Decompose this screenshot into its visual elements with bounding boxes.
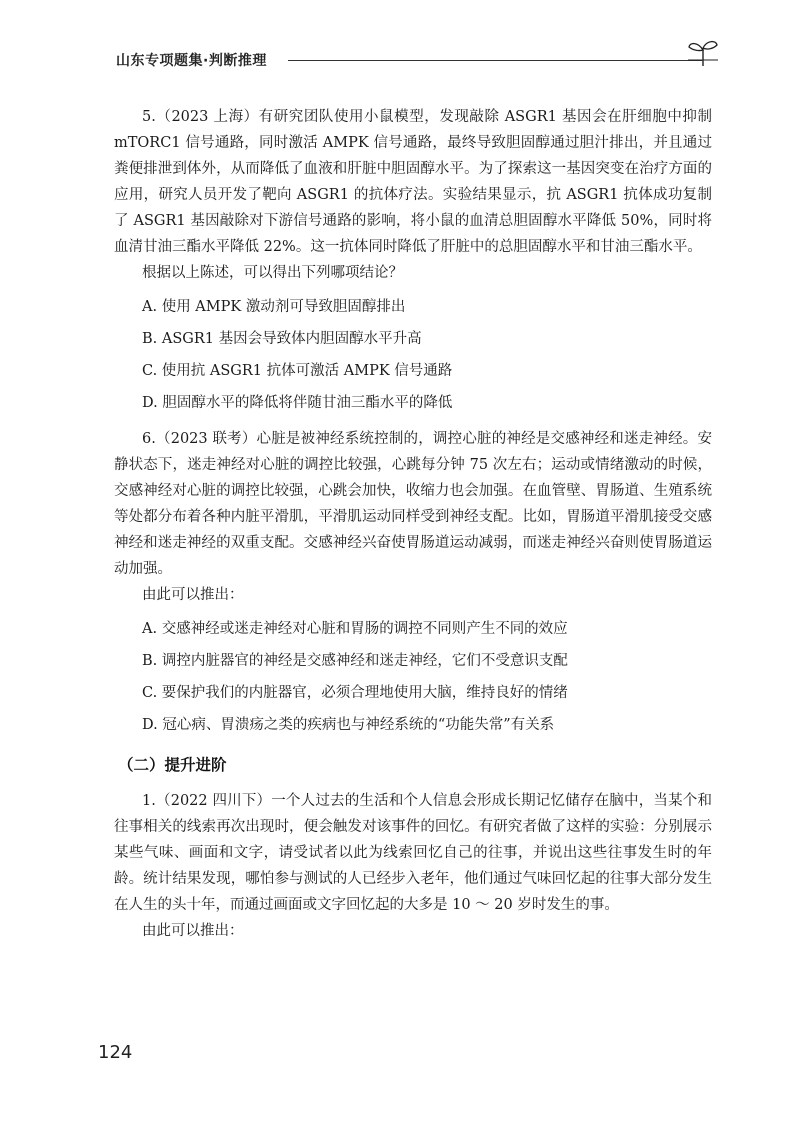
book-title: 山东专项题集·判断推理 [116,53,267,69]
sprout-icon [686,38,720,68]
question-text: 6.（2023 联考）心脏是被神经系统控制的，调控心脏的神经是交感神经和迷走神经。安静状态下，迷走神经对心脏的调控比较强，心跳每分钟 75 次左右；运动或情绪激动的时候，交感神经对心脏的调控比较强，心跳会加快，收缩力也会加强。在血管壁、胃肠道、生殖系统等处都分布着各种内脏平滑肌，平滑肌运动同样受到神经支配。比如，胃肠道平滑肌接受交感神经和迷走神经的双重支配。交感神经兴奋使胃肠道运动减弱，而迷走神经兴奋则使胃肠道运动加强。 [114,431,712,577]
option-a: A. 交感神经或迷走神经对心脏和胃肠的调控不同则产生不同的效应 [142,621,568,637]
option-c: C. 使用抗 ASGR1 抗体可激活 AMPK 信号通路 [142,363,453,379]
advanced-question-1 [114,788,712,944]
option-d: D. 胆固醇水平的降低将伴随甘油三酯水平的降低 [142,395,453,411]
question-prompt: 根据以上陈述，可以得出下列哪项结论？ [142,265,403,281]
section-heading: （二）提升进阶 [118,756,227,774]
question-prompt: 由此可以推出： [142,923,244,939]
question-6 [114,426,712,738]
question-5 [114,104,712,416]
page-number: 124 [98,1042,133,1063]
question-text: 5.（2023 上海）有研究团队使用小鼠模型，发现敲除 ASGR1 基因会在肝细胞中抑制 mTORC1 信号通路，同时激活 AMPK 信号通路，最终导致胆固醇通过胆汁排出，并且通过粪便排泄到体外，从而降低了血液和肝脏中胆固醇水平。为了探索这一基因突变在治疗方面的应用，研究人员开发了靶向 ASGR1 的抗体疗法。实验结果显示，抗 ASGR1 抗体成功复制了 ASGR1 基因敲除对下游信号通路的影响，将小鼠的血清总胆固醇水平降低 50%，同时将血清甘油三酯水平降低 22%。这一抗体同时降低了肝脏中的总胆固醇水平和甘油三酯水平。 [114,109,712,255]
question-text: 1.（2022 四川下）一个人过去的生活和个人信息会形成长期记忆储存在脑中，当某个和往事相关的线索再次出现时，便会触发对该事件的回忆。有研究者做了这样的实验：分别展示某些气味、画面和文字，请受试者以此为线索回忆自己的往事，并说出这些往事发生时的年龄。统计结果发现，哪怕参与测试的人已经步入老年，他们通过气味回忆起的往事大部分发生在人生的头十年，而通过画面或文字回忆起的大多是 10 ～ 20 岁时发生的事。 [114,793,712,913]
running-header [96,44,716,74]
option-a: A. 使用 AMPK 激动剂可导致胆固醇排出 [142,299,406,315]
header-rule [288,60,702,61]
question-prompt: 由此可以推出： [142,587,244,603]
option-d: D. 冠心病、胃溃疡之类的疾病也与神经系统的“功能失常”有关系 [142,717,555,733]
option-b: B. ASGR1 基因会导致体内胆固醇水平升高 [142,331,422,347]
page-body [114,104,712,954]
option-c: C. 要保护我们的内脏器官，必须合理地使用大脑，维持良好的情绪 [142,685,568,701]
option-b: B. 调控内脏器官的神经是交感神经和迷走神经，它们不受意识支配 [142,653,568,669]
